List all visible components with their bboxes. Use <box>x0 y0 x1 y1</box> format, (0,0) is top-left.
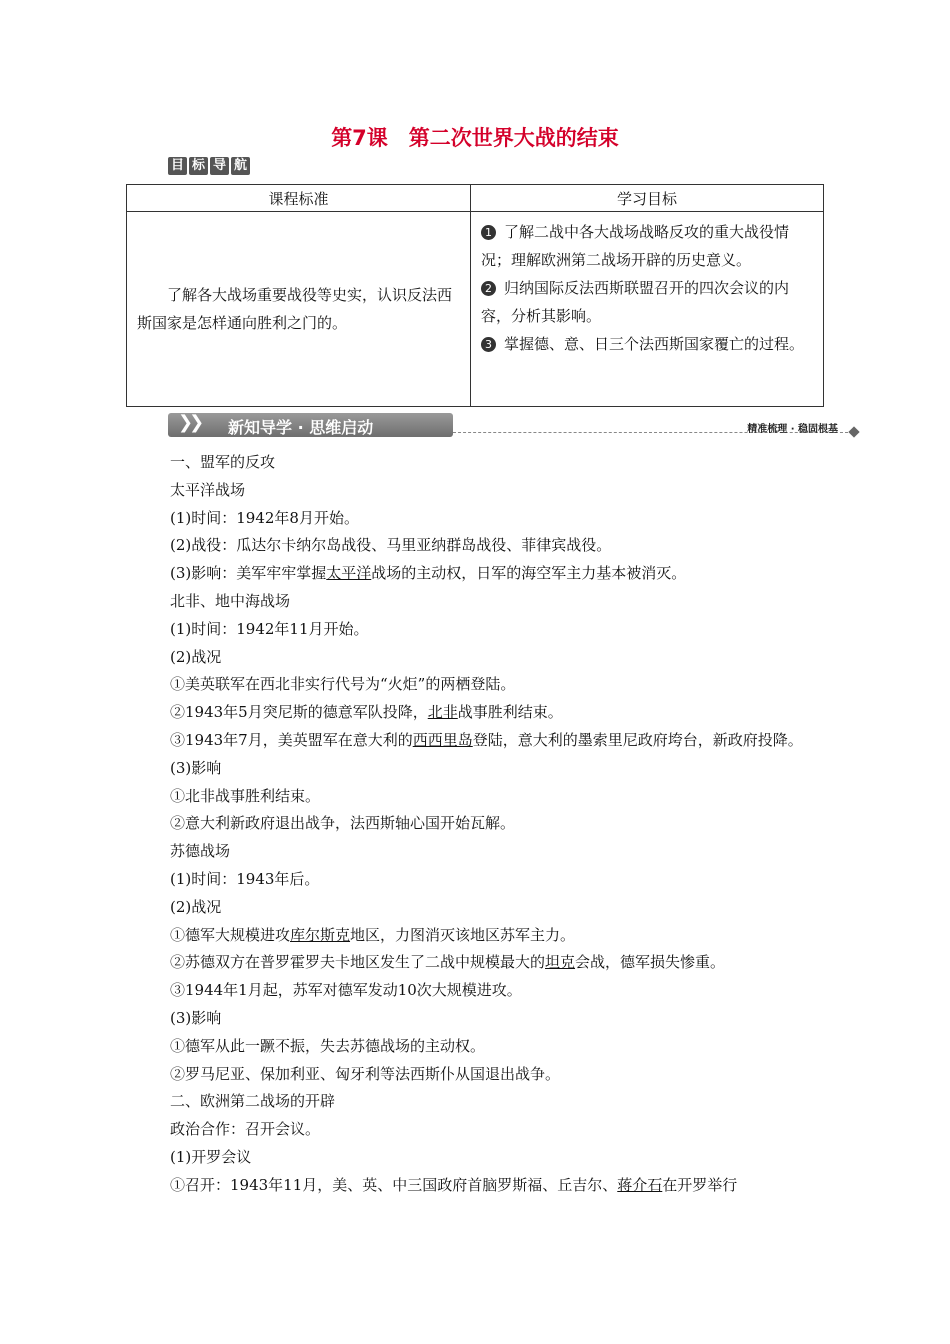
underlined-term: 库尔斯克 <box>290 925 351 944</box>
text-run: 二、欧洲第二战场的开辟 <box>170 1092 336 1111</box>
chevron-right-icon: ❯❯ <box>178 412 201 433</box>
text-run: 会战，德军损失惨重。 <box>575 953 726 972</box>
paragraph <box>170 838 822 866</box>
text-run: 政治合作：召开会议。 <box>170 1120 321 1139</box>
badge-char: 标 <box>189 157 208 175</box>
paragraph <box>170 477 822 505</box>
text-run: ①召开：1943年11月，美、英、中三国政府首脑罗斯福、丘吉尔、 <box>170 1175 618 1194</box>
text-run: 苏德战场 <box>170 842 231 861</box>
number-badge: 2 <box>481 281 496 296</box>
underlined-term: 蒋介石 <box>617 1175 663 1194</box>
text-run: 在开罗举行 <box>662 1175 738 1194</box>
text-run: ①德军大规模进攻 <box>170 925 291 944</box>
text-run: ①北非战事胜利结束。 <box>170 786 321 805</box>
text-run: (2)战况 <box>170 897 222 916</box>
text-run: 战场的主动权，日军的海空军主力基本被消灭。 <box>371 564 687 583</box>
badge-char: 导 <box>210 157 229 175</box>
text-run: 一、盟军的反攻 <box>170 453 276 471</box>
underlined-term: 北非 <box>427 703 458 722</box>
objective-item <box>481 330 813 358</box>
text-run: (2)战况 <box>170 647 222 666</box>
paragraph <box>170 894 822 922</box>
text-run: (1)时间：1942年11月开始。 <box>170 619 369 638</box>
banner-label: 新知导学 · 思维启动 <box>228 418 374 437</box>
text-run: 太平洋战场 <box>170 480 246 499</box>
badge-char: 航 <box>231 157 250 175</box>
paragraph <box>170 1172 822 1200</box>
text-run: (1)时间：1942年8月开始。 <box>170 508 359 527</box>
paragraph <box>170 644 822 672</box>
objective-text: 掌握德、意、日三个法西斯国家覆亡的过程。 <box>504 335 805 353</box>
diamond-icon <box>848 426 859 437</box>
badge-char: 目 <box>168 157 187 175</box>
text-run: 战事胜利结束。 <box>457 703 563 722</box>
standard-cell: 了解各大战场重要战役等史实，认识反法西斯国家是怎样通向胜利之门的。 <box>127 212 471 407</box>
section-banner <box>168 410 858 442</box>
text-run: 北非、地中海战场 <box>170 591 291 610</box>
text-run: ②意大利新政府退出战争，法西斯轴心国开始瓦解。 <box>170 814 516 833</box>
column-header-objectives: 学习目标 <box>471 185 824 212</box>
text-run: ②1943年5月突尼斯的德意军队投降， <box>170 703 428 722</box>
objective-item <box>481 274 813 330</box>
paragraph <box>170 560 822 588</box>
text-run: 地区，力图消灭该地区苏军主力。 <box>350 925 576 944</box>
objective-text: 归纳国际反法西斯联盟召开的四次会议的内容，分析其影响。 <box>481 279 790 325</box>
paragraph <box>170 922 822 950</box>
paragraph <box>170 727 822 755</box>
number-badge: 3 <box>481 337 496 352</box>
paragraph <box>170 1033 822 1061</box>
text-run: (3)影响 <box>170 1008 222 1027</box>
text-run: ②苏德双方在普罗霍罗夫卡地区发生了二战中规模最大的 <box>170 953 546 972</box>
objective-item <box>481 218 813 274</box>
paragraph <box>170 783 822 811</box>
section-badge-goals <box>168 157 250 175</box>
paragraph <box>170 505 822 533</box>
text-run: (1)开罗会议 <box>170 1147 252 1166</box>
paragraph <box>170 949 822 977</box>
number-badge: 1 <box>481 225 496 240</box>
paragraph <box>170 449 822 477</box>
page-title: 第7课 第二次世界大战的结束 <box>331 126 619 150</box>
paragraph <box>170 699 822 727</box>
text-run: ①美英联军在西北非实行代号为“火炬”的两栖登陆。 <box>170 675 516 694</box>
text-run: (1)时间：1943年后。 <box>170 869 320 888</box>
goals-table <box>126 184 824 407</box>
text-run: (3)影响：美军牢牢掌握 <box>170 564 327 583</box>
underlined-term: 西西里岛 <box>412 730 473 749</box>
banner-slogan: 精准梳理 · 稳固根基 <box>747 424 838 435</box>
body-text <box>170 449 822 1200</box>
paragraph <box>170 1061 822 1089</box>
paragraph <box>170 810 822 838</box>
paragraph <box>170 671 822 699</box>
paragraph <box>170 616 822 644</box>
underlined-term: 坦克 <box>545 953 576 972</box>
text-run: ③1943年7月，美英盟军在意大利的 <box>170 730 413 749</box>
text-run: ②罗马尼亚、保加利亚、匈牙利等法西斯仆从国退出战争。 <box>170 1064 561 1083</box>
paragraph <box>170 1088 822 1116</box>
text-run: 登陆，意大利的墨索里尼政府垮台，新政府投降。 <box>472 730 803 749</box>
paragraph <box>170 866 822 894</box>
text-run: (2)战役：瓜达尔卡纳尔岛战役、马里亚纳群岛战役、菲律宾战役。 <box>170 536 612 555</box>
paragraph <box>170 532 822 560</box>
objective-text: 了解二战中各大战场战略反攻的重大战役情况；理解欧洲第二战场开辟的历史意义。 <box>481 223 790 269</box>
objectives-cell <box>471 212 824 407</box>
text-run: (3)影响 <box>170 758 222 777</box>
paragraph <box>170 588 822 616</box>
column-header-standard: 课程标准 <box>127 185 471 212</box>
paragraph <box>170 1005 822 1033</box>
paragraph <box>170 1144 822 1172</box>
text-run: ③1944年1月起，苏军对德军发动10次大规模进攻。 <box>170 981 522 1000</box>
underlined-term: 太平洋 <box>326 564 372 583</box>
paragraph <box>170 1116 822 1144</box>
paragraph <box>170 755 822 783</box>
paragraph <box>170 977 822 1005</box>
text-run: ①德军从此一蹶不振，失去苏德战场的主动权。 <box>170 1036 486 1055</box>
